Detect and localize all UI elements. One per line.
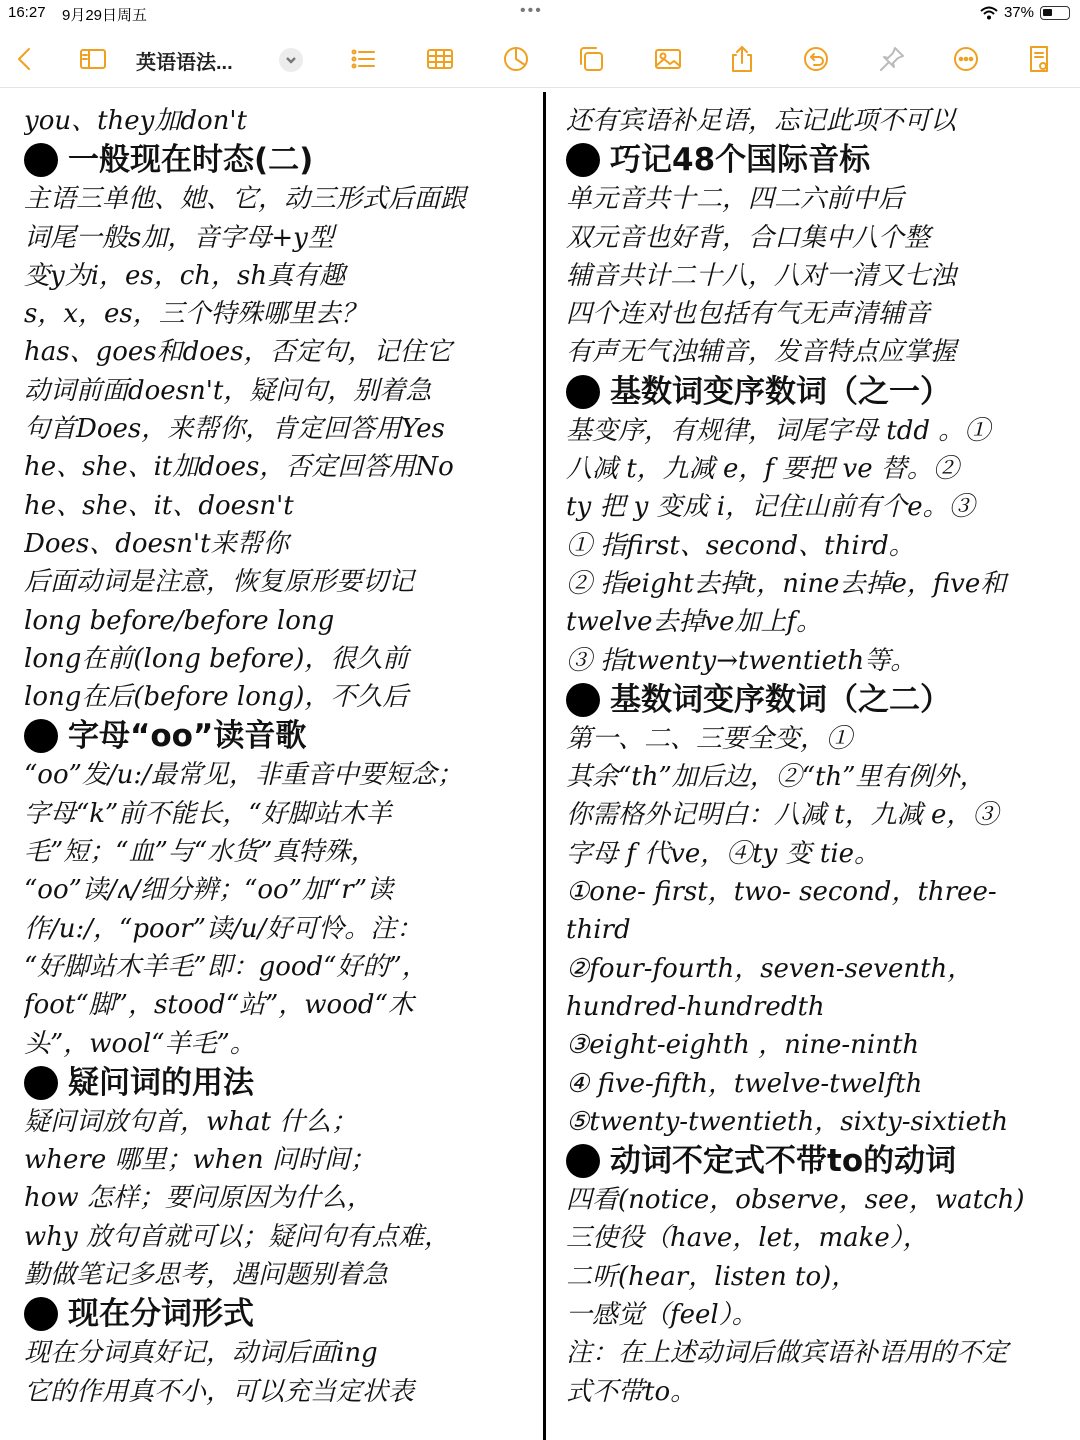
text-line: 基变序，有规律，词尾字母 tdd 。① [566, 415, 991, 446]
text-line: twelve去掉ve加上f。 [566, 607, 823, 638]
bullet-icon [566, 1144, 600, 1178]
section-heading [566, 372, 1072, 412]
sidebar-icon[interactable] [76, 42, 110, 76]
text-line: ①one- first，two- second，three- [566, 877, 997, 908]
text-line: 变y为i，es，ch，sh真有趣 [24, 260, 346, 291]
text-line: 还有宾语补足语，忘记此项不可以 [566, 106, 957, 136]
text-line: long before/before long [24, 605, 335, 636]
text-line: 动词前面doesn't，疑问句，别着急 [24, 375, 432, 406]
text-line: ⑤twenty-twentieth，sixty-sixtieth [566, 1106, 1009, 1137]
copy-icon[interactable] [574, 42, 608, 76]
image-icon[interactable] [651, 42, 685, 76]
heading-text: 一般现在时态(二) [68, 142, 314, 179]
text-line: you、they加don't [24, 106, 247, 136]
text-line: 句首Does，来帮你，肯定回答用Yes [24, 414, 445, 445]
right-column [566, 102, 1072, 1411]
text-line: ③eight-eighth ，nine-ninth [566, 1030, 920, 1061]
text-line: ② 指eight去掉t，nine去掉e，five和 [566, 568, 1007, 599]
text-line: where 哪里；when 问时间； [24, 1145, 376, 1176]
text-line: Does、doesn't来帮你 [24, 528, 289, 559]
document-title[interactable]: 英语语法... [136, 52, 233, 74]
text-line: 现在分词真好记，动词后面ing [24, 1338, 378, 1369]
text-line: 四个连对也包括有气无声清辅音 [566, 299, 931, 330]
bullet-icon [566, 683, 600, 717]
text-line: ④ five-fifth，twelve-twelfth [566, 1068, 923, 1099]
heading-text: 现在分词形式 [68, 1296, 254, 1333]
text-line: 疑问词放句首，what 什么； [24, 1106, 358, 1137]
section-heading [24, 1294, 534, 1334]
section-heading [24, 1063, 534, 1103]
chevron-down-icon[interactable] [279, 48, 303, 72]
back-chevron-icon[interactable] [8, 42, 42, 76]
text-line: 双元音也好背，合口集中八个整 [566, 222, 931, 253]
status-time: 16:27 [8, 4, 46, 21]
text-line: 注：在上述动词后做宾语补语用的不定 [566, 1338, 1009, 1369]
text-line: “好脚站木羊毛”即：good“好的”， [24, 951, 428, 982]
text-line: 作/u:/，“poor”读/u/好可怜。注： [24, 913, 423, 944]
text-line: he、she、it加does，否定回答用No [24, 452, 454, 483]
section-heading [24, 716, 534, 756]
document-page [0, 92, 1080, 1440]
text-line: hundred-hundredth [566, 991, 825, 1022]
section-heading [566, 140, 1072, 180]
text-line: why 放句首就可以；疑问句有点难， [24, 1221, 450, 1252]
text-line: 有声无气浊辅音，发音特点应掌握 [566, 337, 957, 368]
text-line: 毛”短；“血”与“水货”真特殊， [24, 837, 377, 868]
text-line: 辅音共计二十八，八对一清又七浊 [566, 260, 957, 291]
heading-text: 基数词变序数词（之一） [610, 373, 951, 410]
battery-percent: 37% [1003, 4, 1034, 21]
status-right [980, 4, 1070, 21]
text-line: 二听(hear，listen to)， [566, 1261, 858, 1292]
text-line: 勤做笔记多思考，遇问题别着急 [24, 1260, 389, 1291]
table-icon[interactable] [423, 42, 457, 76]
text-line: ty 把 y 变成 i，记住山前有个e。③ [566, 492, 975, 523]
wifi-icon [980, 6, 998, 20]
heading-text: 字母“oo”读音歌 [68, 718, 307, 755]
text-line: 其余“th”加后边，②“th”里有例外， [566, 762, 986, 793]
text-line: long在前(long before)，很久前 [24, 643, 409, 674]
text-line: long在后(before long)，不久后 [24, 682, 409, 713]
text-line: 它的作用真不小，可以充当定状表 [24, 1376, 415, 1407]
status-bar [0, 0, 1080, 28]
text-line: ②four-fourth，seven-seventh， [566, 953, 974, 984]
text-line: 单元音共十二，四二六前中后 [566, 184, 905, 215]
text-line: he、she、it、doesn't [24, 490, 294, 521]
text-line: “oo”读/ʌ/细分辨；“oo”加“r”读 [24, 875, 394, 906]
text-line: 三使役（have，let，make）， [566, 1223, 929, 1254]
share-icon[interactable] [725, 42, 759, 76]
bullet-icon [24, 719, 58, 753]
text-line: third [566, 915, 631, 946]
bullet-icon [24, 143, 58, 177]
text-line: ③ 指twenty→twentieth等。 [566, 645, 917, 676]
text-line: 主语三单他、她、它，动三形式后面跟 [24, 184, 467, 215]
section-heading [24, 140, 534, 180]
text-line: “oo”发/u:/最常见，非重音中要短念； [24, 760, 463, 791]
text-line: how 怎样；要问原因为什么， [24, 1183, 373, 1214]
heading-text: 疑问词的用法 [68, 1064, 254, 1101]
section-heading [566, 1141, 1072, 1181]
document-icon[interactable] [1022, 42, 1056, 76]
toolbar [0, 30, 1080, 88]
text-line: 一感觉（feel）。 [566, 1300, 758, 1331]
text-line: 第一、二、三要全变，① [566, 723, 853, 754]
text-line: foot“脚”，stood“站”，wood“木 [24, 990, 414, 1021]
text-line: 字母“k”前不能长，“好脚站木羊 [24, 798, 392, 829]
text-line: ① 指first、second、third。 [566, 530, 915, 561]
text-line: 字母 f 代ve，④ty 变 tie。 [566, 838, 881, 869]
text-line: has、goes和does，否定句，记住它 [24, 337, 452, 368]
heading-text: 巧记48个国际音标 [610, 142, 871, 179]
text-line: 头”，wool“羊毛”。 [24, 1028, 256, 1059]
undo-icon[interactable] [799, 42, 833, 76]
battery-icon [1040, 6, 1070, 20]
bullet-icon [566, 375, 600, 409]
heading-text: 动词不定式不带to的动词 [610, 1143, 957, 1180]
left-column [24, 102, 534, 1411]
text-line: 八减 t，九减 e，f 要把 ve 替。② [566, 454, 959, 485]
bullet-icon [566, 143, 600, 177]
text-line: 你需格外记明白：八减 t，九减 e，③ [566, 800, 999, 831]
text-line: s，x，es，三个特殊哪里去？ [24, 299, 367, 330]
more-icon[interactable] [949, 42, 983, 76]
section-heading [566, 680, 1072, 720]
pin-icon[interactable] [875, 42, 909, 76]
text-line: 式不带to。 [566, 1376, 697, 1407]
heading-text: 基数词变序数词（之二） [610, 681, 951, 718]
pie-chart-icon[interactable] [499, 42, 533, 76]
bullet-icon [24, 1297, 58, 1331]
list-icon[interactable] [346, 42, 380, 76]
text-line: 四看(notice，observe，see，watch) [566, 1185, 1025, 1216]
status-date: 9月29日周五 [62, 7, 148, 24]
text-line: 后面动词是注意，恢复原形要切记 [24, 567, 415, 598]
text-line: 词尾一般s加，音字母+y型 [24, 222, 334, 253]
multitasking-dots-icon[interactable]: ••• [520, 2, 543, 19]
bullet-icon [24, 1066, 58, 1100]
column-divider [543, 92, 546, 1440]
